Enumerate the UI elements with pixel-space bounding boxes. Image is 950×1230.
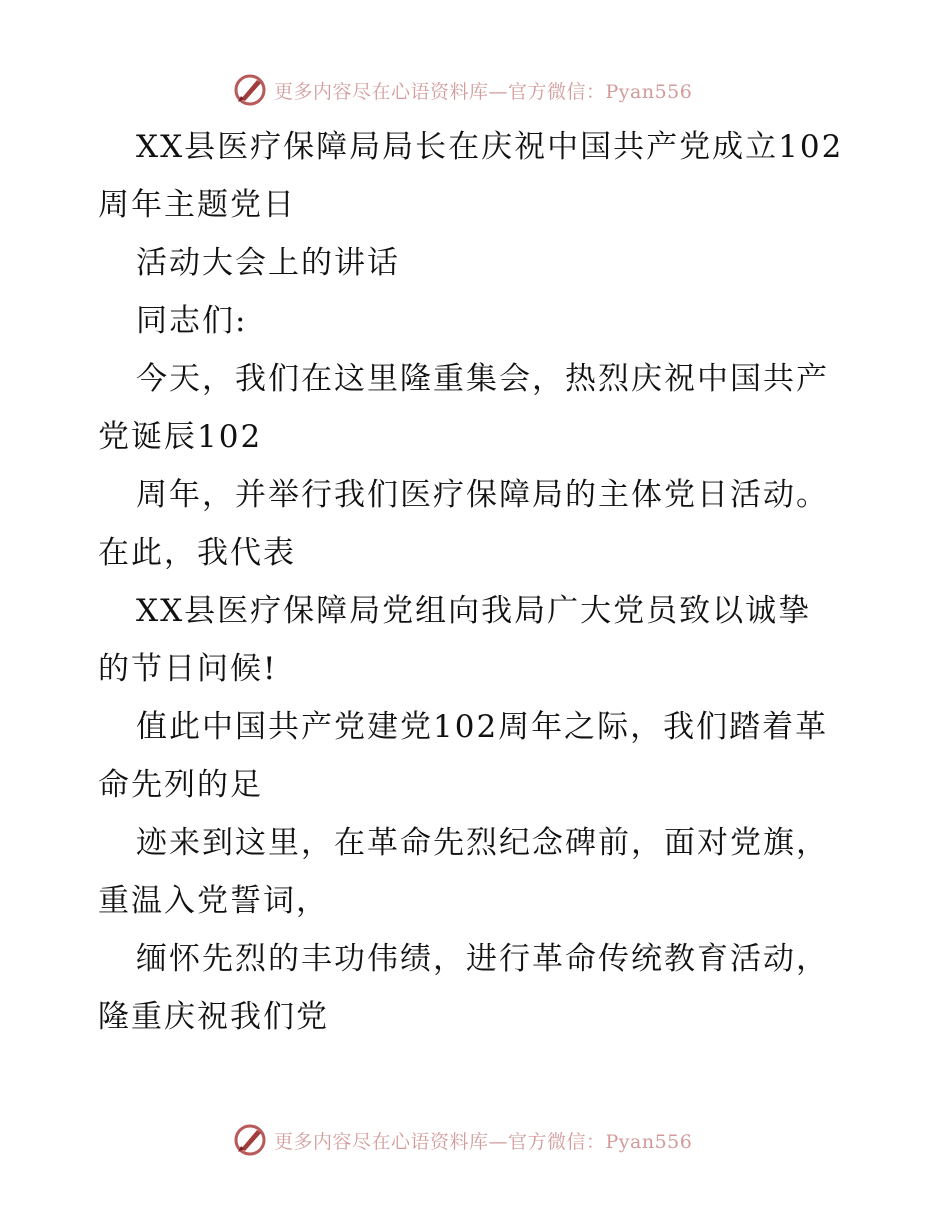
watermark-text: 更多内容尽在心语资料库—官方微信：Pyan556	[274, 80, 693, 103]
footer-watermark	[232, 1122, 692, 1158]
salutation: 同志们:	[136, 303, 248, 339]
title-line-3: 活动大会上的讲话	[136, 245, 400, 281]
document-body	[98, 118, 898, 1046]
paragraph-line: 隆重庆祝我们党	[98, 999, 329, 1035]
paragraph-line: 党诞辰102	[98, 419, 263, 455]
paragraph-line: 值此中国共产党建党102周年之际，我们踏着革	[136, 709, 829, 745]
paragraph-line: 缅怀先烈的丰功伟绩，进行革命传统教育活动，	[136, 941, 829, 977]
paragraph-line: 迹来到这里，在革命先烈纪念碑前，面对党旗，	[136, 825, 829, 861]
paragraph-line: 命先列的足	[98, 767, 263, 803]
title-line-1: XX县医疗保障局局长在庆祝中国共产党成立102	[136, 129, 844, 165]
paragraph-line: XX县医疗保障局党组向我局广大党员致以诚挚	[136, 593, 812, 629]
paragraph-line: 在此，我代表	[98, 535, 296, 571]
title-line-2: 周年主题党日	[98, 187, 296, 223]
quill-logo-icon	[232, 1122, 268, 1158]
header-watermark	[232, 72, 692, 108]
paragraph-line: 的节日问候!	[98, 651, 278, 687]
paragraph-line: 周年，并举行我们医疗保障局的主体党日活动。	[136, 477, 829, 513]
paragraph-line: 重温入党誓词，	[98, 883, 329, 919]
paragraph-line: 今天，我们在这里隆重集会，热烈庆祝中国共产	[136, 361, 829, 397]
watermark-text: 更多内容尽在心语资料库—官方微信：Pyan556	[274, 1130, 693, 1153]
quill-logo-icon	[232, 72, 268, 108]
